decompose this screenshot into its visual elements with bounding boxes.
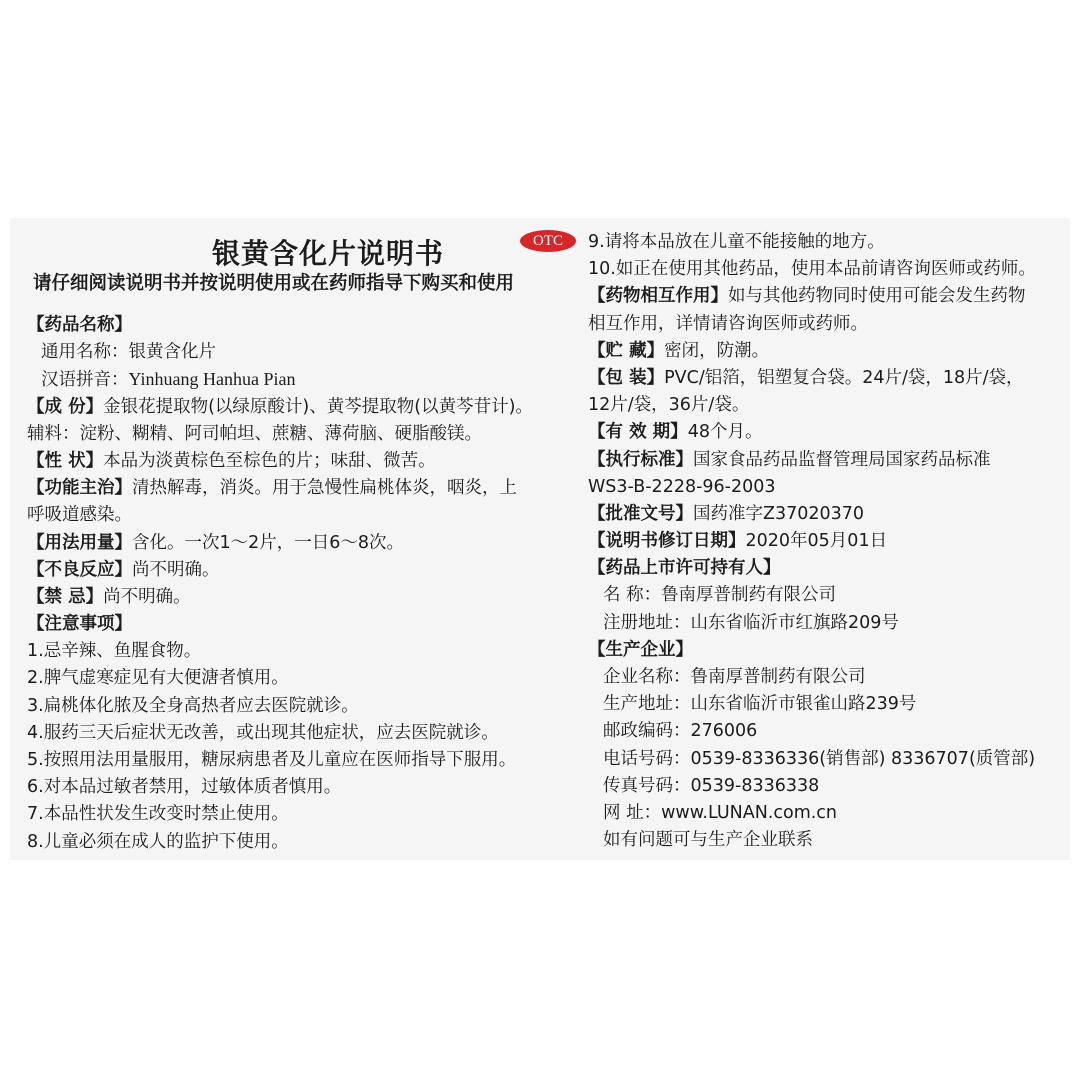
storage-label: 【贮 藏】 (588, 340, 665, 361)
storage (588, 338, 1058, 365)
precaution-item: 1.忌辛辣、鱼腥食物。 (27, 641, 202, 662)
precaution-item: 2.脾气虚寒症见有大便溏者慎用。 (27, 668, 289, 689)
adverse-value: 尚不明确。 (132, 559, 220, 580)
indications-value: 清热解毒，消炎。用于急慢性扁桃体炎，咽炎，上 (132, 478, 517, 499)
pinyin-value: Yinhuang Hanhua Pian (128, 369, 296, 390)
adverse-label: 【不良反应】 (27, 559, 132, 580)
precautions-heading: 【注意事项】 (27, 614, 132, 635)
approval-label: 【批准文号】 (588, 503, 693, 524)
standard-value: 国家食品药品监督管理局国家药品标准 (693, 449, 991, 470)
package (588, 365, 1058, 392)
precaution-item: 8.儿童必须在成人的监护下使用。 (27, 831, 289, 852)
postal-code: 邮政编码：276006 (603, 721, 758, 742)
drug-name-heading: 【药品名称】 (27, 315, 132, 335)
precaution-item: 9.请将本品放在儿童不能接触的地方。 (588, 232, 885, 252)
standard-continued: WS3-B-2228-96-2003 (588, 476, 776, 497)
package-label: 【包 装】 (588, 367, 665, 388)
character-label: 【性 状】 (27, 450, 104, 471)
excipients: 辅料：淀粉、糊精、阿司帕坦、蔗糖、薄荷脑、硬脂酸镁。 (27, 423, 482, 444)
pinyin-name (27, 366, 587, 393)
precaution-item: 3.扁桃体化脓及全身高热者应去医院就诊。 (27, 695, 359, 716)
company-name: 企业名称：鲁南厚普制药有限公司 (603, 667, 866, 687)
contraindications (27, 584, 587, 611)
revision-label: 【说明书修订日期】 (588, 531, 746, 552)
production-address: 生产地址：山东省临沂市银雀山路239号 (603, 694, 917, 715)
precaution-item: 6.对本品过敏者禁用，过敏体质者慎用。 (27, 777, 342, 798)
instruction-card (10, 218, 1070, 860)
dosage (27, 530, 587, 557)
contact-note: 如有问题可与生产企业联系 (603, 830, 813, 851)
interaction-value: 如与其他药物同时使用可能会发生药物 (728, 286, 1026, 307)
revision-date (588, 528, 1058, 555)
interaction-label: 【药物相互作用】 (588, 286, 728, 307)
validity-value: 48个月。 (687, 422, 763, 443)
indications-continued: 呼吸道感染。 (27, 505, 132, 526)
contra-label: 【禁 忌】 (27, 586, 104, 607)
approval-value: 国药准字Z37020370 (693, 503, 865, 524)
ingredients-value: 金银花提取物(以绿原酸计)、黄芩提取物(以黄芩苷计)。 (103, 396, 533, 417)
indications-label: 【功能主治】 (27, 478, 132, 499)
contra-value: 尚不明确。 (103, 586, 191, 607)
manufacturer-heading: 【生产企业】 (588, 639, 693, 660)
fax-number: 传真号码：0539-8336338 (603, 775, 820, 796)
standard-label: 【执行标准】 (588, 449, 693, 470)
character-value: 本品为淡黄棕色至棕色的片；味甜、微苦。 (103, 450, 436, 471)
precaution-item: 7.本品性状发生改变时禁止使用。 (27, 804, 289, 825)
pinyin-label: 汉语拼音： (41, 370, 129, 391)
indications (27, 475, 587, 502)
precaution-item: 4.服药三天后症状无改善，或出现其他症状，应去医院就诊。 (27, 722, 499, 743)
interaction-continued: 相互作用，详情请咨询医师或药师。 (588, 313, 868, 334)
holder-name: 名 称：鲁南厚普制药有限公司 (603, 585, 837, 606)
approval-number (588, 501, 1058, 528)
document-title: 银黄含化片说明书 (211, 237, 444, 270)
precaution-item: 5.按照用法用量服用，糖尿病患者及儿童应在医师指导下服用。 (27, 750, 517, 770)
ingredients-label: 【成 份】 (27, 396, 104, 417)
precaution-item: 10.如正在使用其他药品，使用本品前请咨询医师或药师。 (588, 259, 1036, 280)
revision-value: 2020年05月01日 (745, 531, 888, 552)
otc-badge: OTC (520, 230, 576, 252)
reading-notice: 请仔细阅读说明书并按说明使用或在药师指导下购买和使用 (33, 273, 515, 294)
package-continued: 12片/袋，36片/袋。 (588, 395, 750, 416)
holder-heading: 【药品上市许可持有人】 (588, 558, 781, 579)
validity-label: 【有 效 期】 (588, 422, 688, 443)
adverse-reactions (27, 557, 587, 584)
generic-name: 通用名称：银黄含化片 (41, 342, 216, 363)
validity (588, 419, 1058, 446)
holder-address: 注册地址：山东省临沂市红旗路209号 (603, 612, 899, 633)
storage-value: 密闭，防潮。 (664, 340, 770, 361)
phone-number: 电话号码：0539-8336336(销售部) 8336707(质管部) (603, 748, 1036, 769)
package-value: PVC/铝箔，铝塑复合袋。24片/袋，18片/袋， (664, 367, 1024, 388)
dosage-value: 含化。一次1～2片，一日6～8次。 (132, 532, 405, 553)
website: 网 址：www.LUNAN.com.cn (603, 802, 838, 823)
dosage-label: 【用法用量】 (27, 532, 132, 553)
character (27, 448, 587, 475)
standard (588, 447, 1058, 474)
ingredients (27, 394, 587, 421)
drug-interactions (588, 283, 1058, 310)
